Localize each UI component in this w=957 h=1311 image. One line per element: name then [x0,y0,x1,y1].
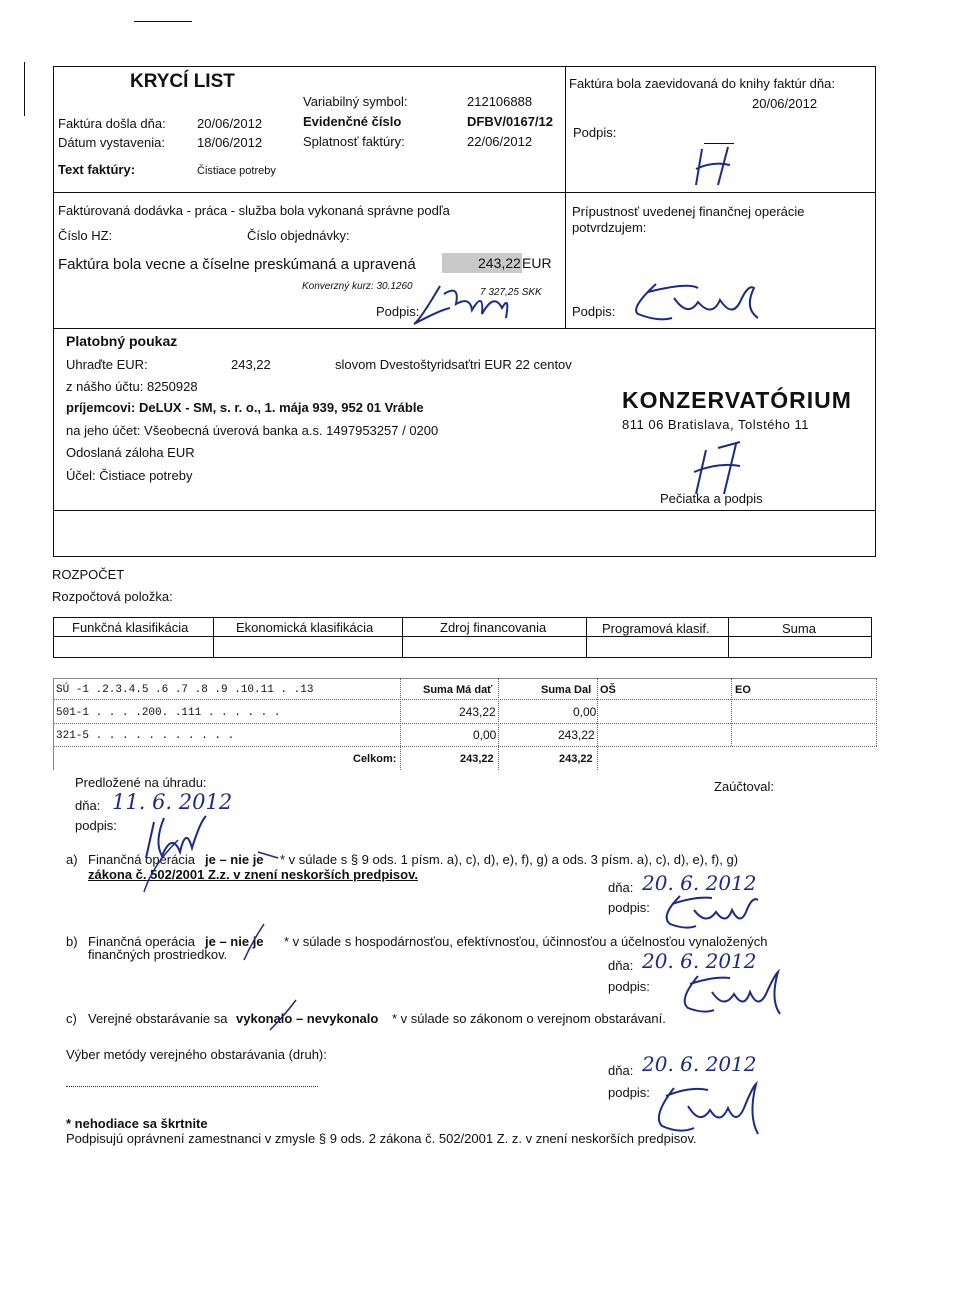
conversion-rate: Konverzný kurz: 30.1260 [302,281,413,292]
check-b-text3: finančných prostriedkov. [88,947,228,962]
issued-value: 18/06/2012 [197,135,263,150]
stamp-name: KONZERVATÓRIUM [622,387,852,413]
check-c-text2: * v súlade so zákonom o verejnom obstarávaní. [392,1011,666,1026]
stamp-caption: Pečiatka a podpis [660,491,763,506]
due-label: Splatnosť faktúry: [303,134,405,149]
pay-in-words: slovom Dvestoštyridsaťtri EUR 22 centov [335,357,572,372]
ledger-row-debit: 0,00 [473,728,497,742]
check-b-choice: je – nie je [205,934,264,949]
ledger-row-credit: 0,00 [573,705,597,719]
check-c-sign-label: podpis: [608,1085,650,1100]
order-label: Číslo objednávky: [247,228,350,243]
ledger-header-os: OŠ [600,684,616,696]
submitted-sign-label: podpis: [75,818,117,833]
registration-label: Evidenčné číslo [303,114,402,129]
delivery-signature [410,280,520,328]
submitted-label: Predložené na úhradu: [75,775,207,790]
budget-col-program: Programová klasif. [602,621,710,636]
approval-signature [628,278,778,326]
footer-note: * nehodiace sa škrtnite [66,1116,208,1131]
skk-amount: 7 327,25 SKK [480,287,542,298]
budget-col-source: Zdroj financovania [440,620,547,635]
scan-mark [24,62,25,116]
budget-title: ROZPOČET [52,567,125,582]
check-a-law: zákona č. 502/2001 Z.z. v znení neskorších predpisov. [88,867,418,882]
book-signature-label: Podpis: [573,125,617,140]
invoice-text-value: Čistiace potreby [197,165,276,177]
ledger-header-debit: Suma Má dať [423,684,493,696]
ledger-total-debit: 243,22 [460,753,494,765]
hz-label: Číslo HZ: [58,228,113,243]
delivery-signature-label: Podpis: [376,304,420,319]
check-b-text2: * v súlade s hospodárnosťou, efektívnosťou, účinnosťou a účelnosťou vynaložených [284,934,768,949]
ledger-header-account: SÚ -1 .2.3.4.5 .6 .7 .8 .9 .10.11 . .13 [56,684,314,696]
registration-value: DFBV/0167/12 [467,114,553,129]
check-a-prefix: a) [66,852,78,867]
submitted-date-value: 11. 6. 2012 [112,790,233,814]
ledger-header-credit: Suma Dal [541,684,592,696]
check-b-sign-label: podpis: [608,979,650,994]
check-c-prefix: c) [66,1011,77,1026]
due-value: 22/06/2012 [467,134,533,149]
scan-mark [134,21,192,22]
book-recorded-label: Faktúra bola zaevidovaná do knihy faktúr dňa: [569,76,835,91]
check-a-text2: * v súlade s § 9 ods. 1 písm. a), c), d), e), f), g) a ods. 3 písm. a), c), d), e), f), g) [280,852,739,867]
payment-title: Platobný poukaz [66,333,178,349]
ledger-total-credit: 243,22 [559,753,593,765]
pay-label: Uhraďte EUR: [66,357,148,372]
ledger-row-debit: 243,22 [459,705,496,719]
check-b-text1: Finančná operácia [88,934,195,949]
variable-symbol-value: 212106888 [467,94,533,109]
document-title: KRYCÍ LIST [130,71,235,92]
check-b-strike [238,922,268,962]
delivery-line: Faktúrovaná dodávka - práca - služba bola vykonaná správne podľa [58,203,450,218]
method-label: Výber metódy verejného obstarávania (druh): [66,1047,327,1062]
ledger-header-eo: EO [735,684,751,696]
ledger-row-credit: 243,22 [558,728,595,742]
budget-col-economic: Ekonomická klasifikácia [236,620,374,635]
check-a-text1: Finančná operácia [88,852,195,867]
method-field[interactable] [66,1072,318,1087]
check-c-choice: vykonalo – nevykonalo [236,1011,379,1026]
check-c-date-value: 20. 6. 2012 [642,1052,757,1076]
check-c-date-label: dňa: [608,1063,634,1078]
from-account: z nášho účtu: 8250928 [66,379,198,394]
variable-symbol-label: Variabilný symbol: [303,94,408,109]
payment-purpose: Účel: Čistiace potreby [66,468,193,483]
check-a-date-value: 20. 6. 2012 [642,871,757,895]
booked-label: Zaúčtoval: [714,779,774,794]
check-a-sign-label: podpis: [608,900,650,915]
checked-amount: 243,22 [478,255,521,271]
check-c-strike [262,998,302,1034]
approval-signature-label: Podpis: [572,304,616,319]
check-b-date-label: dňa: [608,958,634,973]
budget-col-sum: Suma [782,621,816,636]
issued-label: Dátum vystavenia: [58,135,165,150]
check-a-strike [118,836,288,896]
check-a-signature [656,890,766,934]
book-initials-signature [688,145,748,190]
stamp-address: 811 06 Bratislava, Tolstého 11 [622,417,810,432]
stamp-initials-signature [688,438,758,498]
check-a-date-label: dňa: [608,880,634,895]
recipient: príjemcovi: DeLUX - SM, s. r. o., 1. mája 939, 952 01 Vráble [66,400,424,415]
received-label: Faktúra došla dňa: [58,116,166,131]
budget-col-functional: Funkčná klasifikácia [72,620,189,635]
book-recorded-value: 20/06/2012 [752,96,818,111]
checked-text: Faktúra bola vecne a číselne preskúmaná a upravená [58,256,416,273]
footer-text: Podpisujú oprávnení zamestnanci v zmysle § 9 ods. 2 zákona č. 502/2001 Z. z. v znení neskorších predpisov. [66,1131,697,1146]
check-b-signature [674,970,784,1020]
ledger-total-label: Celkom: [353,753,397,765]
check-b-date-value: 20. 6. 2012 [642,949,757,973]
budget-item-label: Rozpočtová položka: [52,589,173,604]
ledger-row-account: 501-1 . . . .200. .111 . . . . . . [56,707,281,719]
check-a-choice: je – nie je [205,852,264,867]
to-account: na jeho účet: Všeobecná úverová banka a.s. 1497953257 / 0200 [66,423,439,438]
pay-value: 243,22 [231,357,271,372]
check-c-text1: Verejné obstarávanie sa [88,1011,228,1026]
invoice-text-label: Text faktúry: [58,162,136,177]
checked-currency: EUR [522,255,552,271]
ledger-row-account: 321-5 . . . . . . . . . . . [56,730,235,742]
advance-payment: Odoslaná záloha EUR [66,445,195,460]
approval-text: Prípustnosť uvedenej finančnej operácie potvrdzujem: [572,204,805,235]
received-value: 20/06/2012 [197,116,263,131]
check-b-prefix: b) [66,934,78,949]
submitted-date-label: dňa: [75,798,101,813]
